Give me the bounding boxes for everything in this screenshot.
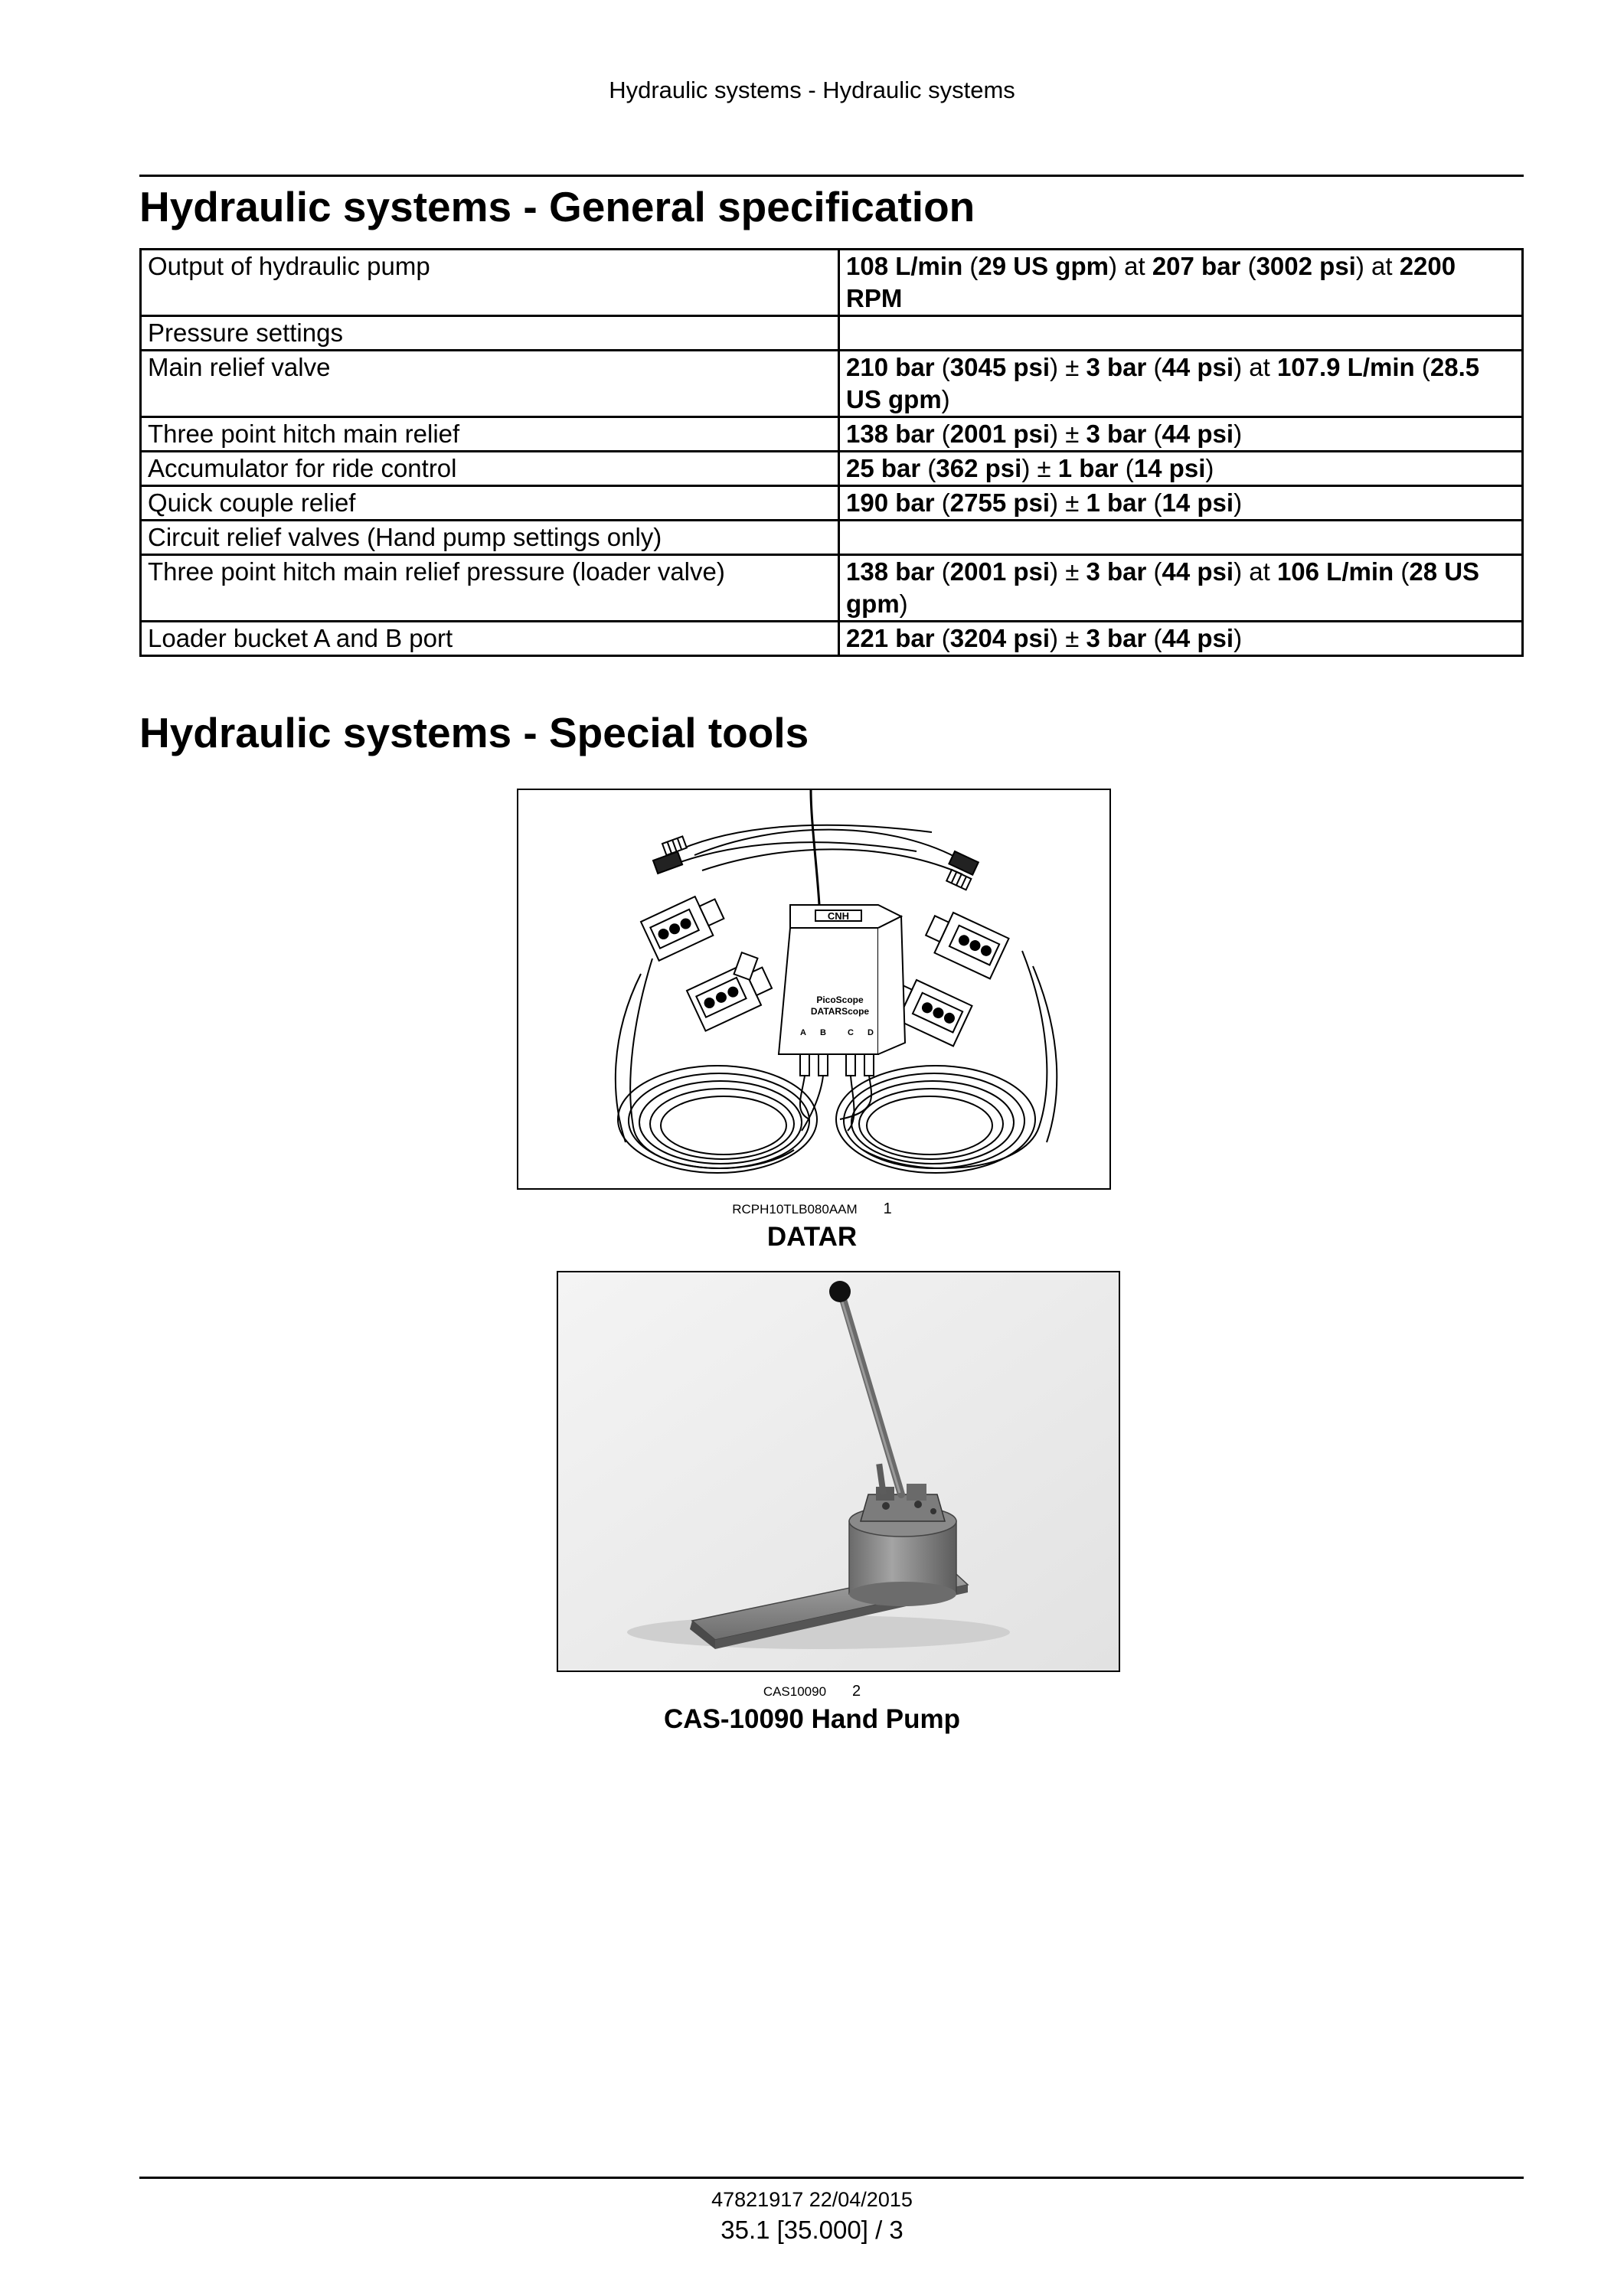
spec-value-text: ) [1234, 488, 1243, 517]
spec-row [141, 452, 1523, 486]
spec-value-figure: 210 bar [846, 353, 935, 381]
header-rule [139, 175, 1524, 177]
spec-value-text: ( [1146, 557, 1162, 586]
spec-value-figure: 1 bar [1057, 454, 1119, 482]
spec-value-figure: 3045 psi [949, 353, 1051, 381]
spec-parameter: Three point hitch main relief [141, 417, 839, 452]
spec-value-text: ) ± [1050, 488, 1086, 517]
spec-value-figure: 29 US gpm [978, 252, 1109, 280]
spec-value-figure: 108 L/min [846, 252, 963, 280]
spec-parameter: Pressure settings [141, 316, 839, 351]
spec-value-figure: 2001 psi [949, 557, 1051, 586]
spec-value-text: ( [1414, 353, 1430, 381]
figure-1-reference [0, 1200, 1624, 1218]
spec-section-title: Hydraulic systems - General specification [139, 183, 975, 230]
spec-value-text: ( [1146, 353, 1162, 381]
spec-parameter: Output of hydraulic pump [141, 250, 839, 316]
spec-value [839, 452, 1523, 486]
spec-value-text: ( [1240, 252, 1256, 280]
figure-1-ref-code: RCPH10TLB080AAM [732, 1202, 858, 1217]
spec-value [839, 417, 1523, 452]
spec-value [839, 316, 1523, 351]
spec-value-text: ) ± [1050, 353, 1086, 381]
spec-parameter: Loader bucket A and B port [141, 622, 839, 656]
spec-value-text: ) ± [1050, 420, 1086, 448]
figure-2-caption: CAS-10090 Hand Pump [663, 1704, 961, 1734]
spec-value [839, 521, 1523, 555]
spec-value-text: ) ± [1050, 624, 1086, 652]
spec-parameter: Three point hitch main relief pressure (loader valve) [141, 555, 839, 622]
spec-row [141, 417, 1523, 452]
spec-parameter: Accumulator for ride control [141, 452, 839, 486]
spec-row [141, 622, 1523, 656]
spec-value-text: ( [920, 454, 936, 482]
spec-value-text: ( [1118, 454, 1134, 482]
datar-port-c: C [848, 1028, 854, 1037]
figure-2-number: 2 [852, 1683, 861, 1700]
spec-parameter: Main relief valve [141, 351, 839, 417]
figure-2-ref-code: CAS10090 [763, 1684, 827, 1699]
spec-value-text: ) [899, 590, 908, 618]
spec-value-text: ) [1205, 454, 1214, 482]
footer-page-number: 35.1 [35.000] / 3 [721, 2216, 903, 2244]
spec-value-text: ) at [1234, 557, 1277, 586]
tools-section-title: Hydraulic systems - Special tools [139, 709, 809, 756]
spec-row [141, 316, 1523, 351]
spec-parameter: Quick couple relief [141, 486, 839, 521]
spec-value-figure: 221 bar [846, 624, 935, 652]
spec-row [141, 555, 1523, 622]
spec-value [839, 555, 1523, 622]
spec-value-text: ( [1146, 420, 1162, 448]
spec-value-figure: 362 psi [936, 454, 1022, 482]
spec-value-figure: 14 psi [1133, 454, 1206, 482]
spec-row [141, 521, 1523, 555]
spec-value-text: ( [934, 488, 950, 517]
hand-pump-figure [557, 1271, 1120, 1672]
spec-value-figure: 1 bar [1086, 488, 1147, 517]
spec-parameter: Circuit relief valves (Hand pump settings only) [141, 521, 839, 555]
spec-value-text: ( [934, 353, 950, 381]
spec-value-text: ) ± [1050, 557, 1086, 586]
spec-value-figure: 3 bar [1086, 624, 1147, 652]
spec-value [839, 486, 1523, 521]
spec-value-figure: 2755 psi [949, 488, 1051, 517]
figure-1-number: 1 [883, 1200, 892, 1217]
spec-value-figure: 2200 RPM [846, 252, 1456, 312]
spec-value-figure: 138 bar [846, 557, 935, 586]
figure-2-reference [0, 1683, 1624, 1700]
spec-value-text: ( [1146, 624, 1162, 652]
spec-value-text: ) at [1234, 353, 1277, 381]
spec-value-text: ( [934, 624, 950, 652]
spec-value-figure: 190 bar [846, 488, 935, 517]
spec-value-text: ) [1234, 624, 1243, 652]
spec-value-figure: 28.5 US gpm [846, 353, 1480, 413]
figure-1-caption: DATAR [766, 1222, 858, 1252]
spec-table [139, 248, 1524, 657]
running-header: Hydraulic systems - Hydraulic systems [609, 77, 1015, 103]
spec-value-figure: 3204 psi [949, 624, 1051, 652]
spec-value-text: ( [1146, 488, 1162, 517]
spec-value-figure: 44 psi [1162, 353, 1234, 381]
spec-value-figure: 28 US gpm [846, 557, 1480, 618]
footer-rule [139, 2177, 1524, 2179]
spec-value [839, 622, 1523, 656]
spec-value-figure: 25 bar [846, 454, 921, 482]
spec-value-text: ) ± [1021, 454, 1058, 482]
spec-value-text: ) [1234, 420, 1243, 448]
spec-value-figure: 44 psi [1162, 420, 1234, 448]
spec-value-figure: 3002 psi [1256, 252, 1356, 280]
footer-document-id: 47821917 22/04/2015 [711, 2188, 913, 2211]
spec-value-text: ( [934, 557, 950, 586]
hand-pump-photo [558, 1272, 1119, 1671]
spec-value-text: ( [934, 420, 950, 448]
datar-model-line2: DATARScope [810, 1006, 870, 1017]
spec-row [141, 250, 1523, 316]
spec-value-figure: 14 psi [1162, 488, 1234, 517]
datar-illustration [518, 790, 1109, 1188]
datar-port-d: D [868, 1028, 874, 1037]
spec-row [141, 351, 1523, 417]
spec-value-text: ( [962, 252, 979, 280]
datar-port-b: B [820, 1028, 826, 1037]
spec-value-figure: 2001 psi [949, 420, 1051, 448]
spec-value-text: ) at [1355, 252, 1400, 280]
spec-value-figure: 44 psi [1162, 624, 1234, 652]
datar-brand-label: CNH [827, 910, 850, 922]
datar-port-a: A [800, 1028, 806, 1037]
spec-value-figure: 3 bar [1086, 557, 1147, 586]
spec-value-figure: 3 bar [1086, 353, 1147, 381]
spec-value-figure: 107.9 L/min [1276, 353, 1415, 381]
spec-value-figure: 44 psi [1162, 557, 1234, 586]
spec-value-figure: 138 bar [846, 420, 935, 448]
spec-value-text: ) at [1108, 252, 1152, 280]
spec-row [141, 486, 1523, 521]
spec-value [839, 250, 1523, 316]
datar-model-line1: PicoScope [816, 994, 864, 1005]
spec-value-text: ( [1394, 557, 1410, 586]
spec-value-figure: 207 bar [1152, 252, 1241, 280]
datar-figure [517, 789, 1111, 1190]
spec-value-figure: 3 bar [1086, 420, 1147, 448]
spec-value-figure: 106 L/min [1276, 557, 1394, 586]
spec-value [839, 351, 1523, 417]
spec-value-text: ) [941, 385, 950, 413]
